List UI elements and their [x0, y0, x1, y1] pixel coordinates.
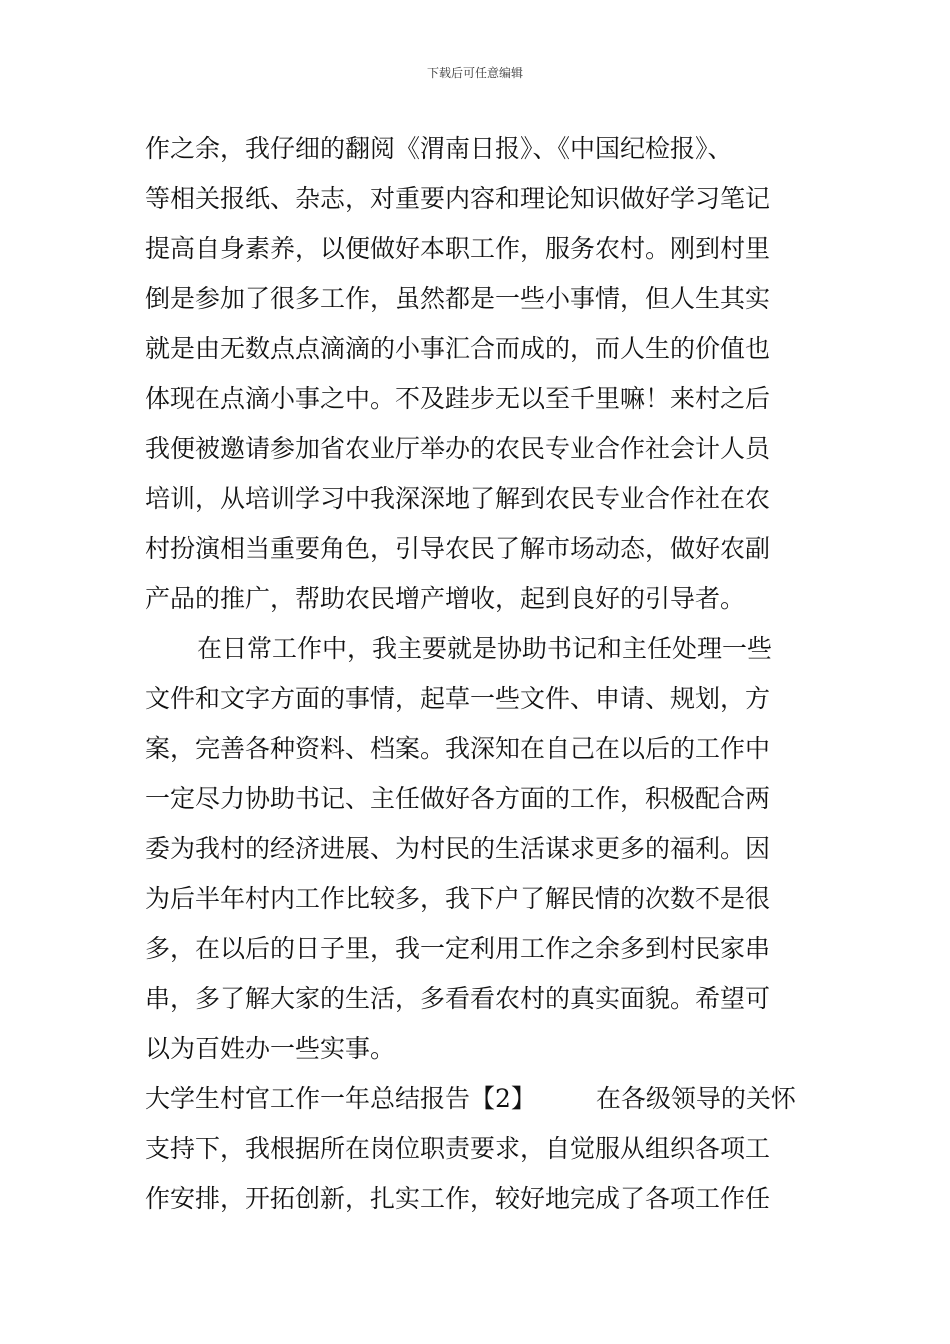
- text-line: 倒是参加了很多工作，虽然都是一些小事情，但人生其实: [145, 284, 771, 313]
- text-line: 为后半年村内工作比较多，我下户了解民情的次数不是很: [145, 884, 771, 913]
- paragraph-first-line: 在日常工作中，我主要就是协助书记和主任处理一些: [197, 634, 773, 663]
- text-line: 作安排，开拓创新，扎实工作，较好地完成了各项工作任: [145, 1184, 771, 1213]
- text-line: 我便被邀请参加省农业厅举办的农民专业合作社会计人员: [145, 434, 771, 463]
- text-line: 就是由无数点点滴滴的小事汇合而成的，而人生的价值也: [145, 334, 771, 363]
- page-header: 下载后可任意编辑: [426, 66, 523, 80]
- text-line: 文件和文字方面的事情，起草一些文件、申请、规划，方: [145, 684, 771, 713]
- text-line: 提高自身素养，以便做好本职工作，服务农村。刚到村里: [145, 234, 771, 263]
- text-line: 委为我村的经济进展、为村民的生活谋求更多的福利。因: [145, 834, 771, 863]
- text-line: 串，多了解大家的生活，多看看农村的真实面貌。希望可: [145, 984, 771, 1013]
- text-line: 以为百姓办一些实事。: [145, 1034, 396, 1063]
- body-text: [145, 124, 805, 1224]
- text-line: 等相关报纸、杂志，对重要内容和理论知识做好学习笔记: [145, 184, 771, 213]
- section-lead-text: 在各级领导的关怀: [595, 1084, 796, 1113]
- text-line: 村扮演相当重要角色，引导农民了解市场动态，做好农副: [145, 534, 771, 563]
- text-line: 产品的推广，帮助农民增产增收，起到良好的引导者。: [145, 584, 746, 613]
- section-heading-line: [145, 1074, 805, 1124]
- text-line: 一定尽力协助书记、主任做好各方面的工作，积极配合两: [145, 784, 771, 813]
- text-line: 体现在点滴小事之中。不及跬步无以至千里嘛！来村之后: [145, 384, 771, 413]
- text-line: 作之余，我仔细的翻阅《渭南日报》、《中国纪检报》、: [145, 134, 733, 163]
- section-title: 大学生村官工作一年总结报告【2】: [145, 1084, 536, 1113]
- text-line: 培训，从培训学习中我深深地了解到农民专业合作社在农: [145, 484, 771, 513]
- text-line: 支持下，我根据所在岗位职责要求，自觉服从组织各项工: [145, 1134, 771, 1163]
- text-line: 多，在以后的日子里，我一定利用工作之余多到村民家串: [145, 934, 771, 963]
- text-line: 案，完善各种资料、档案。我深知在自己在以后的工作中: [145, 734, 771, 763]
